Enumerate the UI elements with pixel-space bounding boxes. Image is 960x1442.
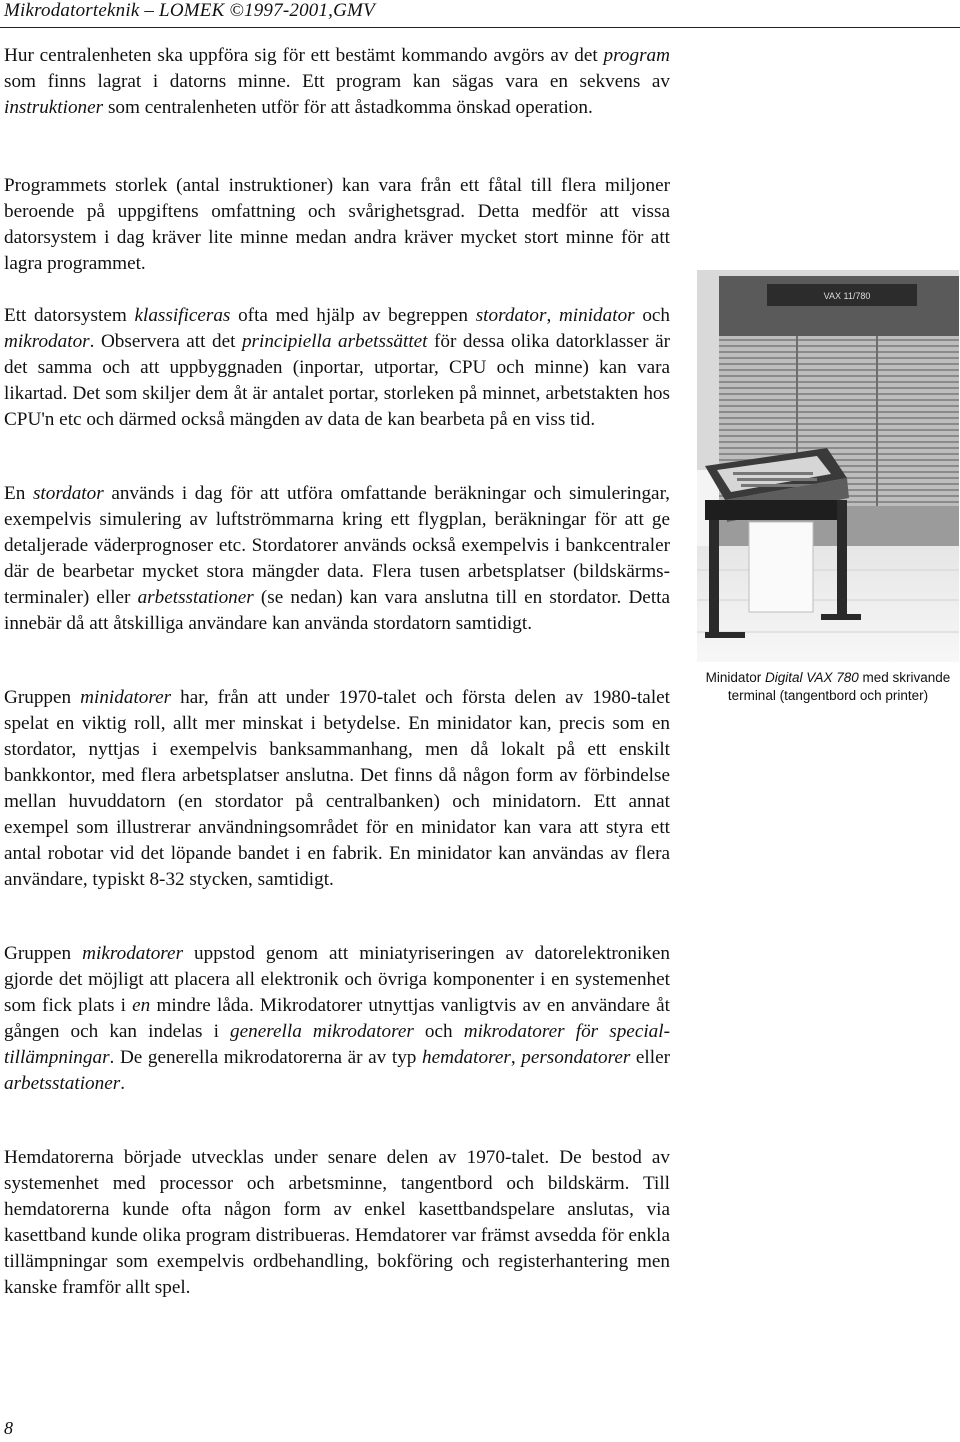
text-run: ofta med hjälp av begreppen — [230, 305, 476, 326]
italic-term: arbetsstationer — [4, 1073, 121, 1094]
text-run: eller — [630, 1047, 670, 1068]
header-rule — [0, 27, 960, 28]
text-run: (se nedan) kan vara anslutna till en stordator. Detta innebär då att åtskilliga användare kan använda stordatorn samtidigt. — [4, 587, 670, 634]
italic-term: mikrodator — [4, 331, 90, 352]
italic-term: arbetsstationer — [137, 587, 254, 608]
paragraph-classification — [4, 303, 670, 433]
text-run: för dessa olika datorklasser är det samma och att uppbyggnaden (inportar, utportar, CPU och minne) kan vara likartad. Det som skiljer dem åt är antalet portar, storleken på minnet, arbetstakten hos CPU'n etc och därmed också mängden av data de kan bearbeta på en viss tid. — [4, 331, 670, 430]
text-run: Gruppen — [4, 943, 83, 964]
text-run: En — [4, 483, 33, 504]
italic-term: mikrodatorer för special-tillämpningar — [4, 1021, 670, 1068]
italic-term: program — [603, 45, 670, 66]
paragraph-stordator — [4, 481, 670, 637]
italic-term: stordator — [475, 305, 547, 326]
text-run: Gruppen — [4, 687, 81, 708]
italic-term: principiella arbetssättet — [241, 331, 428, 352]
italic-term: minidatorer — [80, 687, 172, 708]
italic-term: persondatorer — [521, 1047, 631, 1068]
italic-term: generella mikrodatorer — [230, 1021, 414, 1042]
italic-term: stordator — [32, 483, 104, 504]
figure-caption — [700, 669, 956, 705]
text-run: , — [510, 1047, 522, 1068]
italic-term: Digital VAX 780 — [764, 670, 859, 685]
text-run: . — [120, 1073, 125, 1094]
italic-term: instruktioner — [4, 97, 104, 118]
text-run: som centralenheten utför för att åstadkomma önskad operation. — [103, 97, 593, 118]
paragraph-mikrodator — [4, 941, 670, 1097]
paragraph-program — [4, 43, 670, 121]
text-run: uppstod genom att miniatyriseringen av datorelektroniken gjorde det möjligt att placera all elektronik och övriga komponenter i en systemenhet som fick plats i — [4, 943, 670, 1016]
text-run: Hemdatorerna började utvecklas under senare delen av 1970-talet. De bestod av systemenhet med processor och arbetsminne, tangentbord och bildskärm. Till hemdatorerna kunde ofta någon form av enkel kasettbandspelare anslutas, via kasettband kunde olika program distribueras. Hemdatorer var främst avsedda för enkla tillämpningar som exempelvis ordbehandling, bokföring och registerhantering men kanske framför allt spel. — [4, 1147, 670, 1298]
text-run: Ett datorsystem — [4, 305, 135, 326]
page-number: 8 — [4, 1418, 13, 1438]
text-run: och — [634, 305, 671, 326]
paragraph-hemdatorer — [4, 1145, 670, 1301]
text-run: Hur centralenheten ska uppföra sig för ett bestämt kommando avgörs av det — [4, 45, 604, 66]
italic-term: klassificeras — [134, 305, 231, 326]
text-run: som finns lagrat i datorns minne. Ett program kan sägas vara en sekvens av — [4, 71, 670, 92]
text-run: med skrivande terminal (tangentbord och printer) — [727, 670, 951, 703]
text-run: och — [413, 1021, 464, 1042]
italic-term: minidator — [558, 305, 635, 326]
vax-780-photo — [697, 270, 959, 662]
paragraph-program-size — [4, 173, 670, 277]
text-run: Programmets storlek (antal instruktioner) kan vara från ett fåtal till flera miljoner beroende på uppgiftens omfattning och svårighetsgrad. Detta medför att vissa datorsystem i dag kräver lite minne medan andra kräver mycket stort minne för att lagra programmet. — [4, 175, 670, 274]
italic-term: mikrodatorer — [82, 943, 184, 964]
text-run: Minidator — [705, 670, 765, 685]
running-header: Mikrodatorteknik – LOMEK ©1997-2001,GMV — [4, 0, 375, 21]
paragraph-minidator — [4, 685, 670, 893]
cabinet-label: VAX 11/780 — [823, 291, 871, 301]
italic-term: en — [132, 995, 151, 1016]
text-run: har, från att under 1970-talet och första delen av 1980-talet spelat en viktig roll, allt mer minskat i betydelse. En minidator kan, precis som en stordator, nyttjas i exempelvis banksammanhang, men då lokalt på ett enskilt bankkontor, med flera arbetsplatser anslutna. Det finns då någon form av förbindelse mellan huvuddatorn (en stordator på centralbanken) och minidatorn. Ett annat exempel som illustrerar användningsområdet för en minidator kan vara att styra ett antal robotar vid det löpande bandet i en fabrik. En minidator kan användas av flera användare, typiskt 8-32 stycken, samtidigt. — [4, 687, 670, 890]
italic-term: hemdatorer — [422, 1047, 511, 1068]
text-run: används i dag för att utföra omfattande beräkningar och simuleringar, exempelvis simulering av luftströmmarna kring ett flygplan, beräkningar för att ge detaljerade väderprognoser etc. Stordatorer används också exempelvis i bankcentraler där de bearbetar mycket stora mängder data. Flera tusen arbetsplatser (bildskärms-terminaler) eller — [4, 483, 670, 608]
text-run: mindre låda. Mikrodatorer utnyttjas vanligtvis av en användare åt gången och kan indelas i — [4, 995, 671, 1042]
text-run: , — [546, 305, 559, 326]
text-run: . Observera att det — [89, 331, 242, 352]
text-run: . De generella mikrodatorerna är av typ — [109, 1047, 422, 1068]
